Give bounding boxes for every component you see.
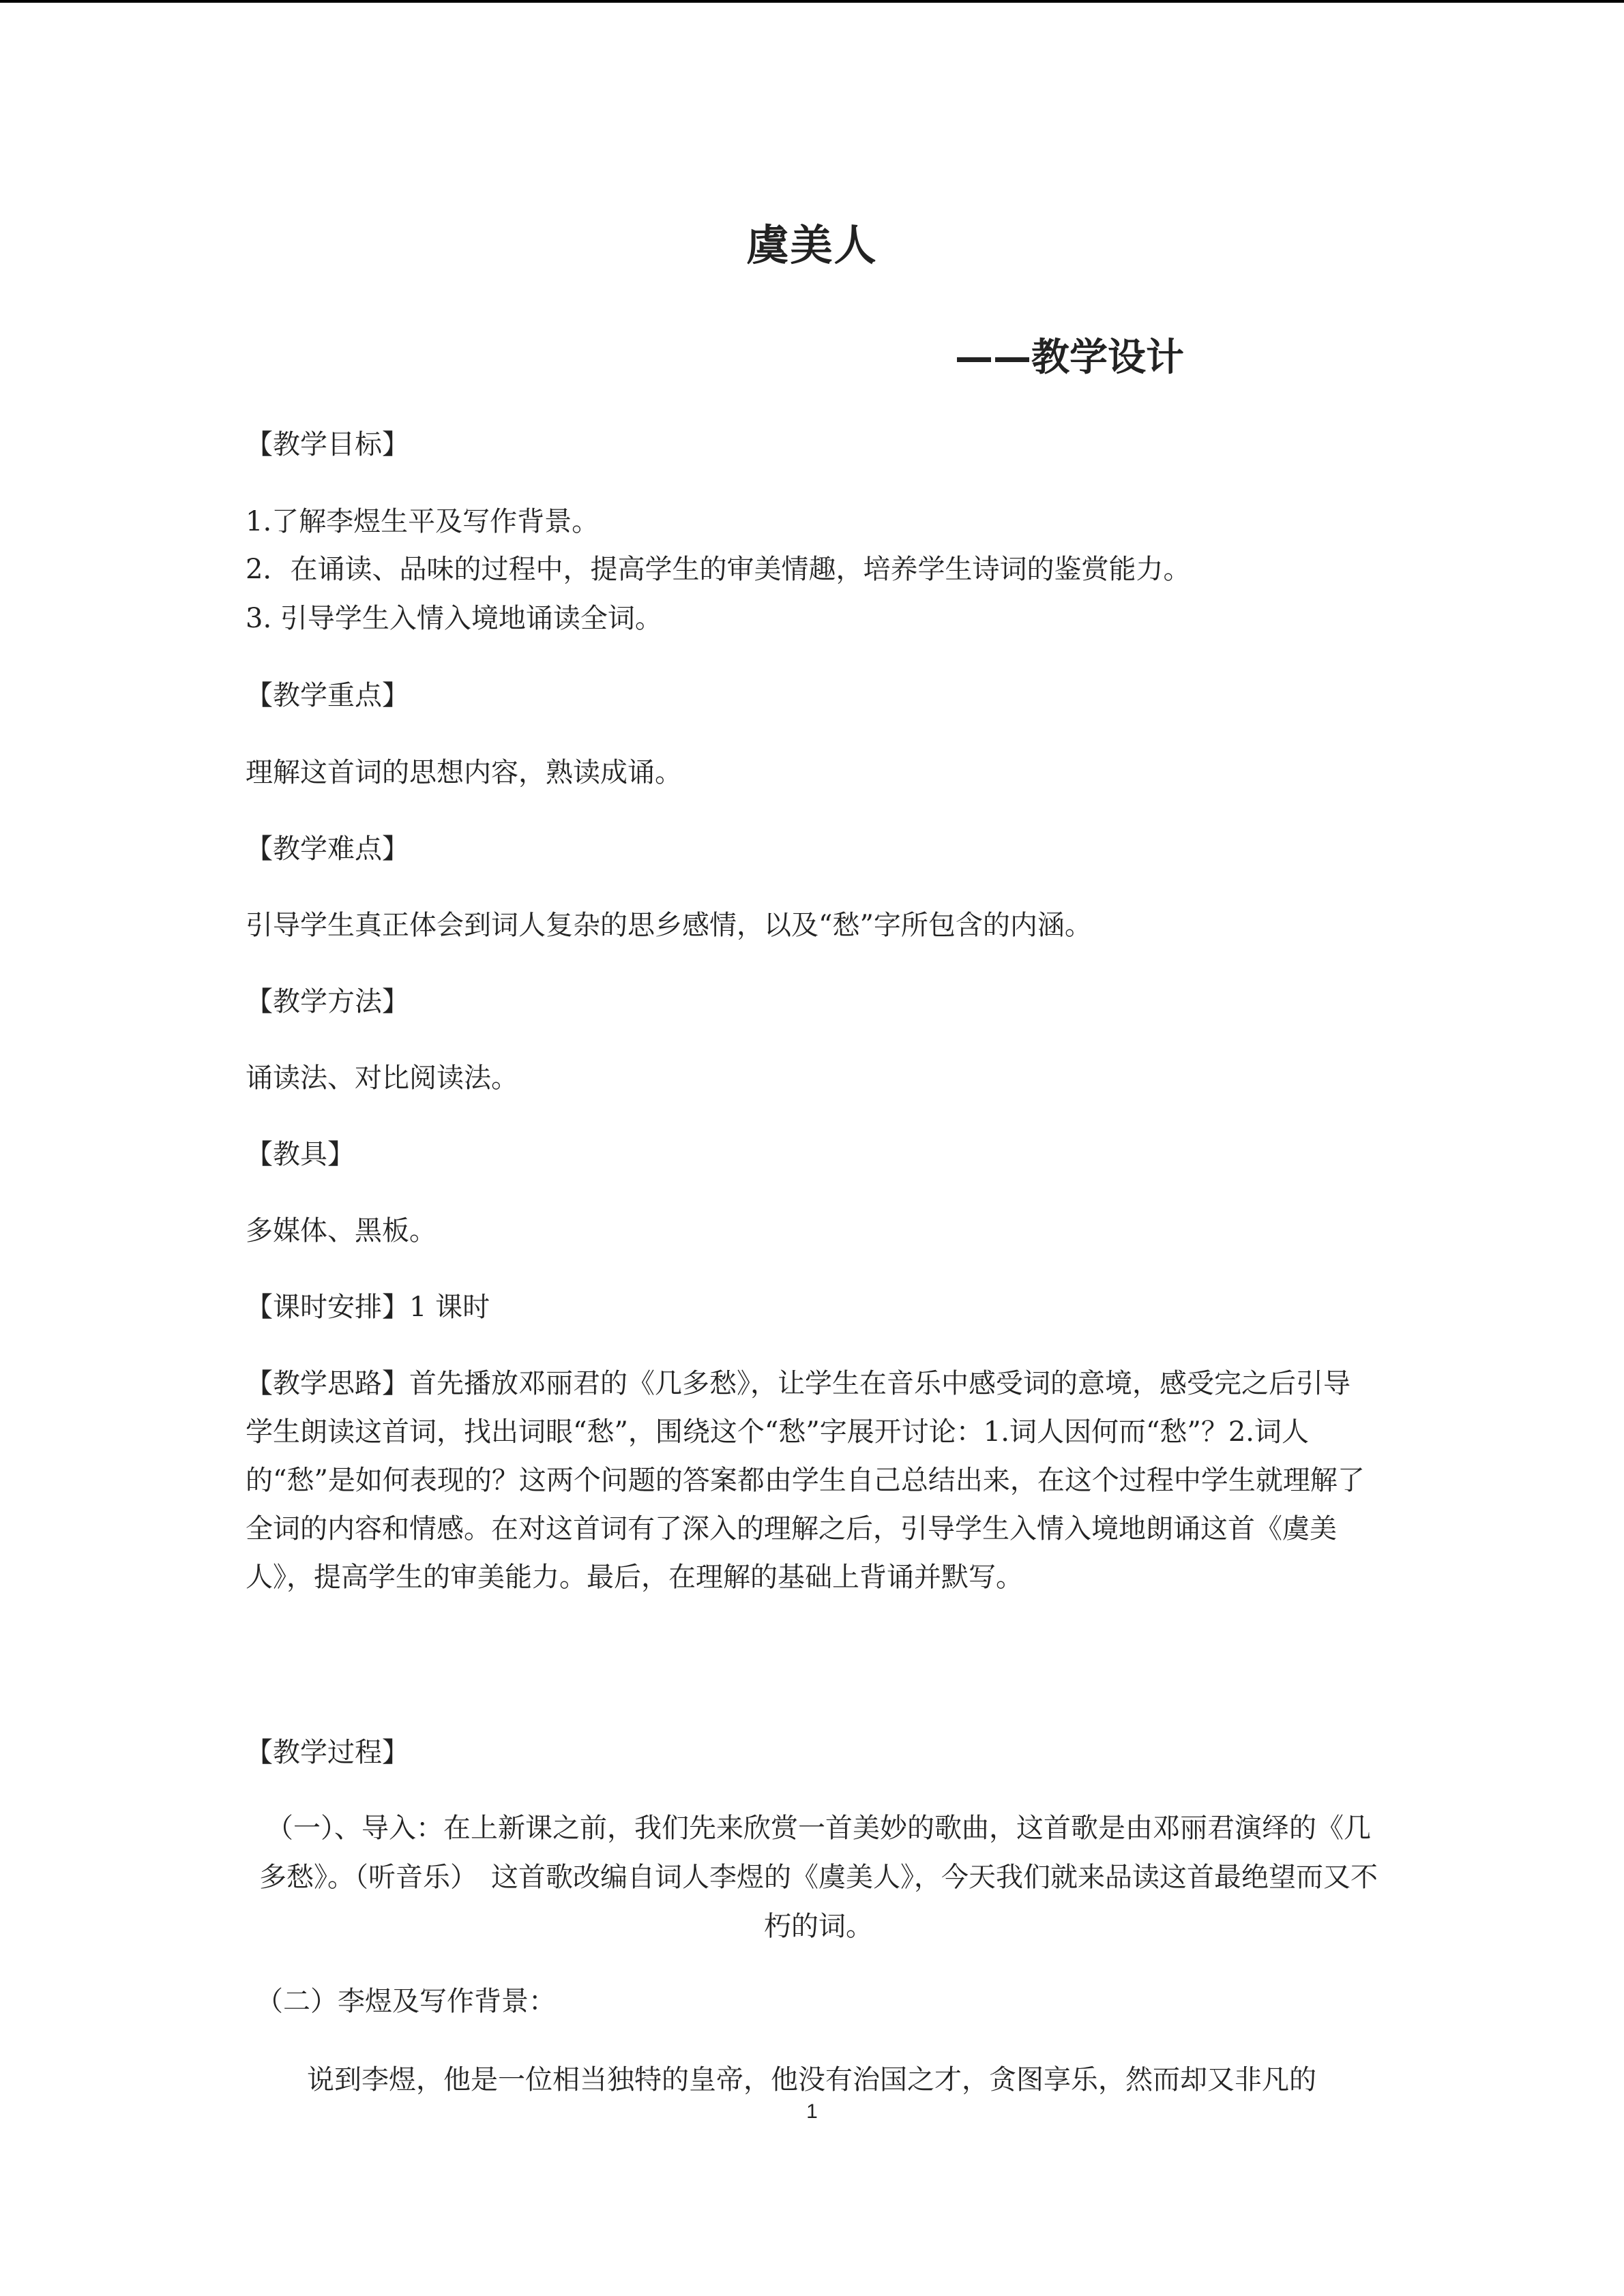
key-points-text: 理解这首词的思想内容，熟读成诵。 [246,757,682,788]
teaching-idea-paragraph: 【教学思路】首先播放邓丽君的《几多愁》，让学生在音乐中感受词的意境，感受完之后引导学生朗读这首词，找出词眼“愁”，围绕这个“愁”字展开讨论：1.词人因何而“愁”？2.词人的“愁”是如何表现的？这两个问题的答案都由学生自己总结出来，在这个过程中学生就理解了全词的内容和情感。在对这首词有了深入的理解之后，引导学生入情入境地朗诵这首《虞美人》，提高学生的审美能力。最后，在理解的基础上背诵并默写。 [246,1368,1365,1593]
process-heading: 【教学过程】 [246,1737,409,1768]
goal-item-1: 1.了解李煜生平及写作背景。 [246,506,600,537]
goal-item-2: 2．在诵读、品味的过程中，提高学生的审美情趣，培养学生诗词的鉴赏能力。 [246,554,1191,585]
goals-heading: 【教学目标】 [246,429,409,460]
page-number: 1 [806,2100,818,2123]
goal-item-3: 3. 引导学生入情入境地诵读全词。 [246,603,662,634]
difficulty-text: 引导学生真正体会到词人复杂的思乡感情，以及“愁”字所包含的内涵。 [246,910,1092,941]
method-text: 诵读法、对比阅读法。 [246,1062,518,1094]
method-heading: 【教学方法】 [246,986,409,1017]
document-title: 虞美人 [746,220,878,270]
document-subtitle: ——教学设计 [955,336,1184,380]
schedule-line: 【课时安排】1 课时 [246,1292,490,1323]
key-points-heading: 【教学重点】 [246,680,409,711]
tools-heading: 【教具】 [246,1139,355,1170]
difficulty-heading: 【教学难点】 [246,833,409,865]
background-text: 说到李煜，他是一位相当独特的皇帝，他没有治国之才，贪图享乐，然而却又非凡的 [280,2064,1316,2096]
intro-paragraph: （一）、导入：在上新课之前，我们先来欣赏一首美妙的歌曲，这首歌是由邓丽君演绎的《几多愁》。（听音乐） 这首歌改编自词人李煜的《虞美人》，今天我们就来品读这首最绝望而又不朽的词。 [259,1813,1378,1942]
tools-text: 多媒体、黑板。 [246,1215,437,1247]
background-heading: （二）李煜及写作背景： [256,1986,556,2017]
